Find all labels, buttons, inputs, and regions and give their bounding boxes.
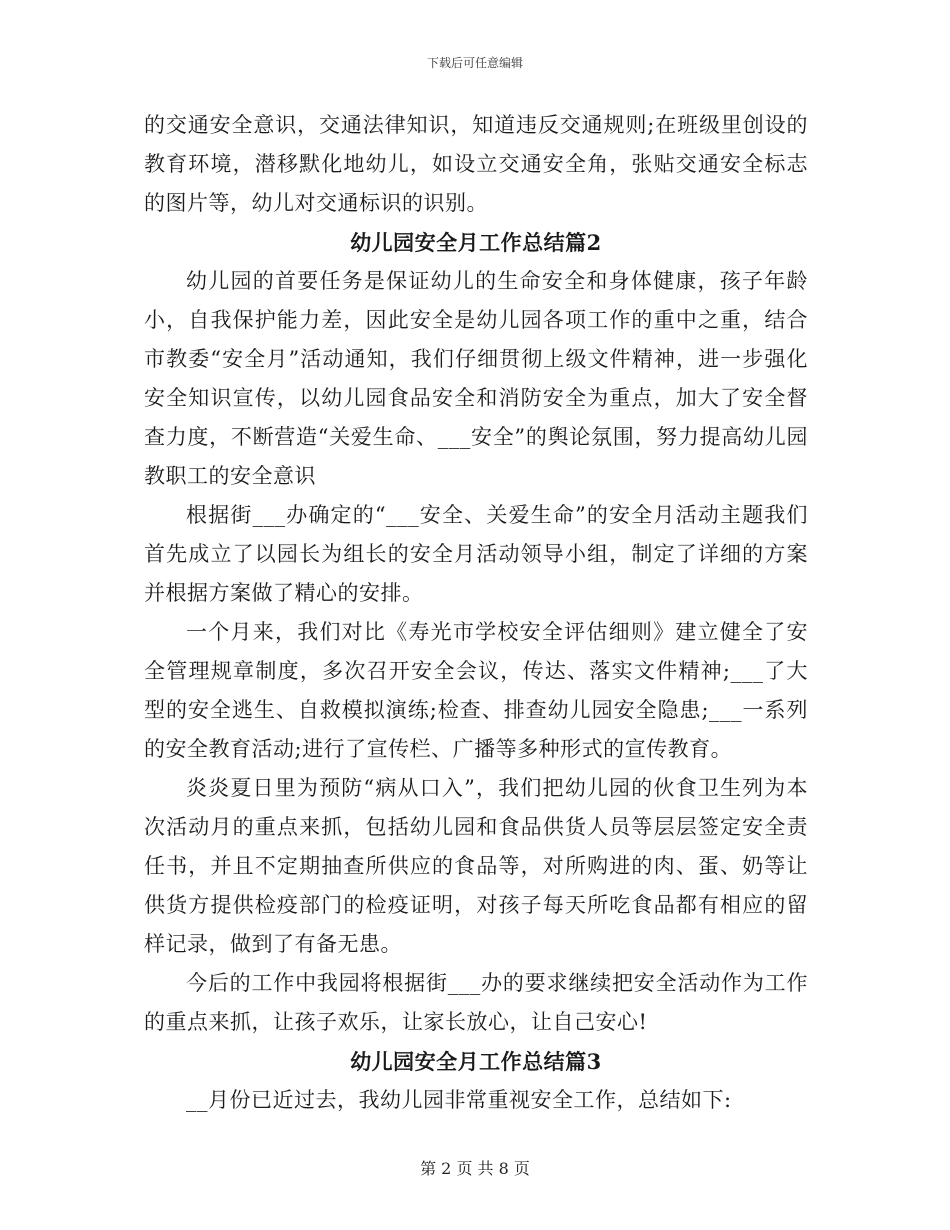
section-2-paragraph-4: 炎炎夏日里为预防“病从口入”，我们把幼儿园的伙食卫生列为本次活动月的重点来抓，包括幼儿园和食品供货人员等层层签定安全责任书，并且不定期抽查所供应的食品等，对所购进的肉、蛋、奶等让供货方提供检疫部门的检疫证明，对孩子每天所吃食品都有相应的留样记录，做到了有备无患。: [144, 776, 808, 956]
section-2-paragraph-2: 根据街___办确定的“___安全、关爱生命”的安全月活动主题我们首先成立了以园长为组长的安全月活动领导小组，制定了详细的方案并根据方案做了精心的安排。: [144, 503, 808, 605]
intro-paragraph: 的交通安全意识，交通法律知识，知道违反交通规则;在班级里创设的教育环境，潜移默化地幼儿，如设立交通安全角，张贴交通安全标志的图片等，幼儿对交通标识的识别。: [144, 113, 808, 215]
document-body: [144, 106, 808, 1120]
section-2-paragraph-3: 一个月来，我们对比《寿光市学校安全评估细则》建立健全了安全管理规章制度，多次召开安全会议，传达、落实文件精神;___了大型的安全逃生、自救模拟演练;检查、排查幼儿园安全隐患;___一系列的安全教育活动;进行了宣传栏、广播等多种形式的宣传教育。: [144, 620, 808, 761]
section-2-paragraph-5: 今后的工作中我园将根据街___办的要求继续把安全活动作为工作的重点来抓，让孩子欢乐，让家长放心，让自己安心!: [144, 971, 808, 1034]
section-3-paragraph-1: __月份已近过去，我幼儿园非常重视安全工作，总结如下:: [186, 1088, 732, 1112]
section-2-paragraph-1: 幼儿园的首要任务是保证幼儿的生命安全和身体健康，孩子年龄小，自我保护能力差，因此安全是幼儿园各项工作的重中之重，结合市教委“安全月”活动通知，我们仔细贯彻上级文件精神，进一步强化安全知识宣传，以幼儿园食品安全和消防安全为重点，加大了安全督查力度，不断营造“关爱生命、___安全”的舆论氛围，努力提高幼儿园教职工的安全意识: [144, 269, 808, 488]
page-number: 第 2 页 共 8 页: [420, 1159, 530, 1178]
header-note: 下载后可任意编辑: [426, 56, 523, 70]
section-3-title: 幼儿园安全月工作总结篇3: [350, 1049, 602, 1074]
section-2-title: 幼儿园安全月工作总结篇2: [350, 230, 602, 255]
